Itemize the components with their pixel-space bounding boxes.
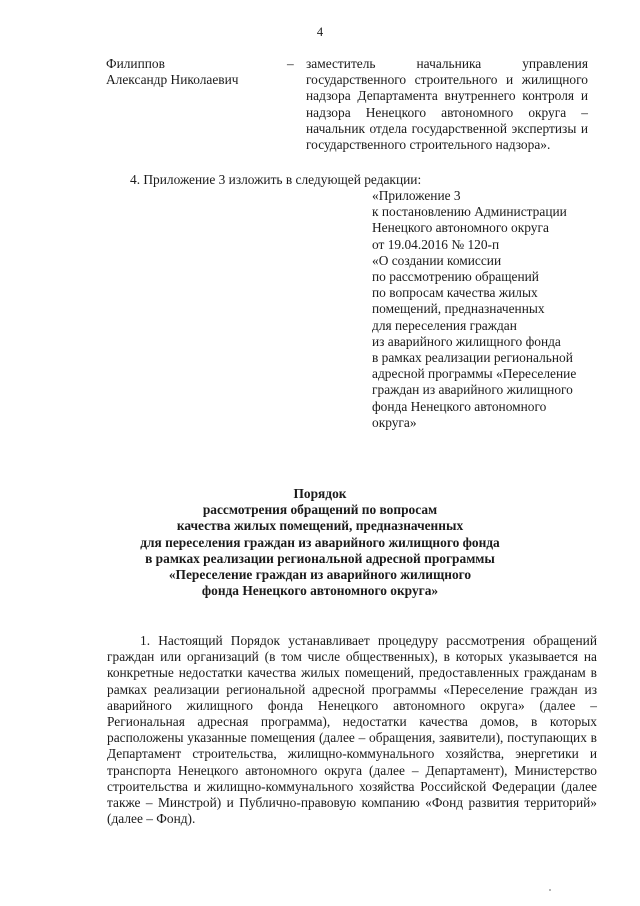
scan-artifact-dot xyxy=(549,889,551,891)
appendix-line: граждан из аварийного жилищного xyxy=(372,382,573,398)
appendix-line: по рассмотрению обращений xyxy=(372,269,539,285)
title-line: качества жилых помещений, предназначенных xyxy=(176,518,464,534)
title-line: рассмотрения обращений по вопросам xyxy=(202,502,438,518)
title-line: фонда Ненецкого автономного округа» xyxy=(201,583,439,599)
appendix-line: адресной программы «Переселение xyxy=(372,366,577,382)
member-dash: – xyxy=(287,56,294,71)
appendix-line: Ненецкого автономного округа xyxy=(372,220,549,236)
title-line: для переселения граждан из аварийного жилищного фонда xyxy=(140,534,500,550)
document-title xyxy=(0,486,640,599)
title-line: в рамках реализации региональной адресной программы xyxy=(145,550,495,566)
appendix-line: «О создании комиссии xyxy=(372,252,502,268)
title-line: Порядок xyxy=(293,486,347,501)
appendix-line: для переселения граждан xyxy=(372,317,517,333)
appendix-line: «Приложение 3 xyxy=(372,188,461,203)
appendix-header xyxy=(372,188,602,431)
member-surname: Филиппов xyxy=(106,56,165,71)
appendix-line: к постановлению Администрации xyxy=(372,204,567,220)
title-line: «Переселение граждан из аварийного жилищного xyxy=(168,567,472,583)
appendix-line: из аварийного жилищного фонда xyxy=(372,333,561,349)
paragraph-1: 1. Настоящий Порядок устанавливает процедуру рассмотрения обращений граждан или организаций (в том числе общественных), в которых указывается на конкретные недостатки качества жилых помещений, предоставленных гражданам в рамках реализации региональной адресной программы «Переселение граждан из аварийного жилищного фонда Ненецкого автономного округа» (далее – Региональная адресная программа), недостатки качества домов, в которых расположены указанные помещения (далее – обращения, заявители), поступающих в Департамент строительства, жилищно-коммунального хозяйства, энергетики и транспорта Ненецкого автономного округа (далее – Департамент), Министерство строительства и жилищно-коммунального хозяйства Российской Федерации (далее также – Минстрой) и Публично-правовую компанию «Фонд развития территорий» (далее – Фонд). xyxy=(107,633,597,827)
appendix-line: от 19.04.2016 № 120-п xyxy=(372,236,500,252)
member-given-names: Александр Николаевич xyxy=(106,72,239,88)
appendix-line: по вопросам качества жилых xyxy=(372,285,538,301)
member-name xyxy=(106,56,276,88)
section-4-amendment: 4. Приложение 3 изложить в следующей редакции: xyxy=(130,172,422,187)
appendix-line: округа» xyxy=(372,414,417,430)
appendix-line: фонда Ненецкого автономного xyxy=(372,398,547,414)
appendix-line: помещений, предназначенных xyxy=(372,301,545,317)
member-position: заместитель начальника управления государственного строительного и жилищного надзора Департамента внутреннего контроля и надзора Ненецкого автономного округа – начальник отдела государственной экспертизы и государственного строительного надзора». xyxy=(306,56,588,153)
appendix-line: в рамках реализации региональной xyxy=(372,350,573,366)
page-number: 4 xyxy=(316,25,324,39)
